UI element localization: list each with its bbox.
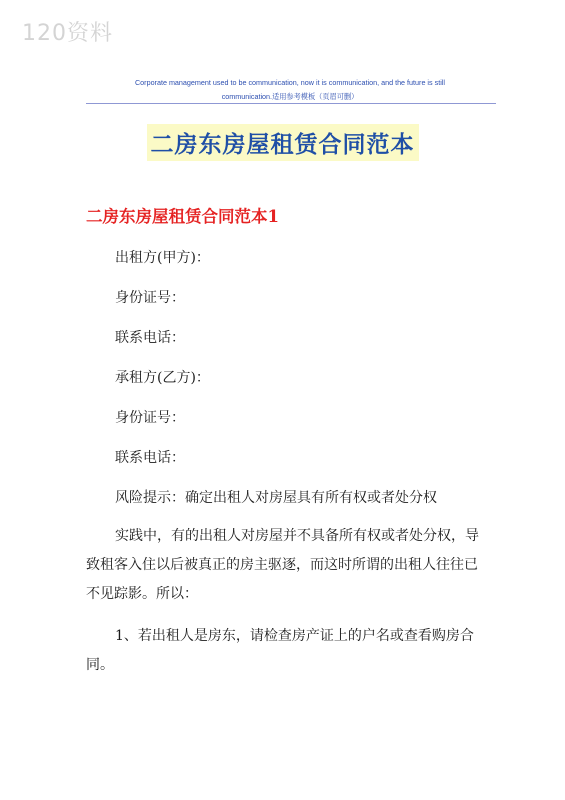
field-lessee-id: 身份证号：	[115, 410, 185, 426]
page-header-note	[90, 76, 490, 104]
header-line-2: communication.适用参考模板（页眉可删）	[221, 92, 359, 101]
field-lessor-phone: 联系电话：	[115, 330, 185, 346]
header-divider	[86, 103, 496, 104]
header-line-1: Corporate management used to be communication, now it is communication, and the future is still	[134, 78, 446, 87]
field-lessee-phone: 联系电话：	[115, 450, 185, 466]
document-title	[0, 124, 565, 161]
section-heading: 二房东房屋租赁合同范本1	[86, 207, 279, 226]
field-lessee: 承租方(乙方)：	[115, 370, 210, 386]
paragraph-practice: 实践中，有的出租人对房屋并不具备所有权或者处分权，导致租客入住以后被真正的房主驱逐，而这时所谓的出租人往往已不见踪影。所以：	[86, 528, 479, 602]
paragraph-item-1: 1、若出租人是房东，请检查房产证上的户名或查看购房合同。	[86, 628, 474, 673]
watermark: 120资料	[22, 21, 113, 46]
risk-warning: 风险提示：确定出租人对房屋具有所有权或者处分权	[115, 490, 437, 506]
field-lessor: 出租方(甲方)：	[115, 250, 210, 266]
document-title-text: 二房东房屋租赁合同范本	[147, 124, 419, 161]
field-lessor-id: 身份证号：	[115, 290, 185, 306]
